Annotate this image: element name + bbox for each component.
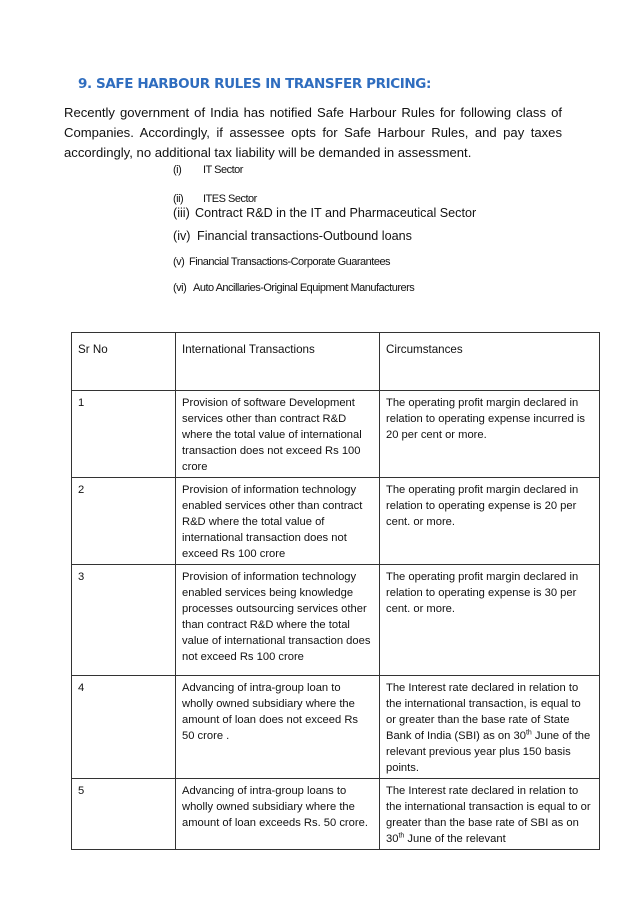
- circumstance-text: The Interest rate declared in relation to the international transaction, is equal to or greater than the base rate of State Bank of India (SBI) as on 30: [386, 682, 581, 742]
- table-row: [72, 676, 600, 779]
- cell-circumstance: The operating profit margin declared in relation to operating expense is 30 per cent. or more.: [380, 565, 600, 676]
- sector-number: (v): [173, 256, 185, 268]
- cell-sr-no: 4: [72, 676, 176, 779]
- cell-sr-no: 5: [72, 779, 176, 850]
- sector-number: (i): [173, 164, 182, 176]
- sector-label: Contract R&D in the IT and Pharmaceutical Sector: [195, 206, 477, 220]
- header-sr-no: Sr No: [72, 333, 176, 391]
- sector-number: (ii): [173, 193, 184, 205]
- table-row: [72, 391, 600, 478]
- cell-transaction: Provision of information technology enabled services being knowledge processes outsourcing services other than contract R&D where the total value of international transaction does not exceed Rs 100 crore: [176, 565, 380, 676]
- circumstance-text: June of the relevant previous year plus 150 basis points.: [386, 730, 591, 774]
- cell-sr-no: 3: [72, 565, 176, 676]
- sector-number: (iii): [173, 206, 190, 220]
- cell-sr-no: 1: [72, 391, 176, 478]
- sector-label: ITES Sector: [203, 193, 257, 205]
- sector-label: Auto Ancillaries-Original Equipment Manufacturers: [193, 282, 415, 294]
- ordinal-suffix: th: [525, 729, 532, 737]
- circumstance-text: June of the relevant: [404, 833, 506, 845]
- section-heading: 9. SAFE HARBOUR RULES IN TRANSFER PRICING:: [78, 76, 431, 92]
- table-header-row: [72, 333, 600, 391]
- sector-item: [173, 206, 476, 220]
- cell-sr-no: 2: [72, 478, 176, 565]
- cell-circumstance: The operating profit margin declared in relation to operating expense incurred is 20 per cent or more.: [380, 391, 600, 478]
- cell-transaction: Provision of information technology enabled services other than contract R&D where the total value of international transaction does not exceed Rs 100 crore: [176, 478, 380, 565]
- sector-number: (iv): [173, 229, 191, 243]
- cell-transaction: Provision of software Development services other than contract R&D where the total value of international transaction does not exceed Rs 100 crore: [176, 391, 380, 478]
- sector-item: [173, 282, 414, 294]
- table-row: [72, 478, 600, 565]
- cell-circumstance: The operating profit margin declared in relation to operating expense is 20 per cent. or more.: [380, 478, 600, 565]
- sector-item: [173, 164, 243, 176]
- intro-paragraph: Recently government of India has notified Safe Harbour Rules for following class of Companies. Accordingly, if assessee opts for Safe Harbour Rules, and pay taxes accordingly, no additional tax liability will be demanded in assessment.: [64, 105, 562, 160]
- sector-item: [173, 256, 390, 268]
- cell-circumstance: [380, 779, 600, 850]
- cell-transaction: Advancing of intra-group loans to wholly owned subsidiary where the amount of loan exceeds Rs. 50 crore.: [176, 779, 380, 850]
- sector-number: (vi): [173, 282, 187, 294]
- cell-circumstance: [380, 676, 600, 779]
- sector-label: IT Sector: [203, 164, 243, 176]
- header-international-transactions: International Transactions: [176, 333, 380, 391]
- sector-item: [173, 229, 412, 243]
- sector-item: [173, 193, 257, 205]
- sector-label: Financial Transactions-Corporate Guarantees: [189, 256, 391, 268]
- ordinal-suffix: th: [398, 832, 405, 840]
- circumstance-text: The Interest rate declared in relation to the international transaction is equal to or greater than the base rate of SBI as on 30: [386, 785, 591, 845]
- safe-harbour-table: [71, 332, 600, 850]
- sector-label: Financial transactions-Outbound loans: [197, 229, 412, 243]
- cell-transaction: Advancing of intra-group loan to wholly owned subsidiary where the amount of loan does not exceed Rs 50 crore .: [176, 676, 380, 779]
- table-row: [72, 565, 600, 676]
- table-row: [72, 779, 600, 850]
- header-circumstances: Circumstances: [380, 333, 600, 391]
